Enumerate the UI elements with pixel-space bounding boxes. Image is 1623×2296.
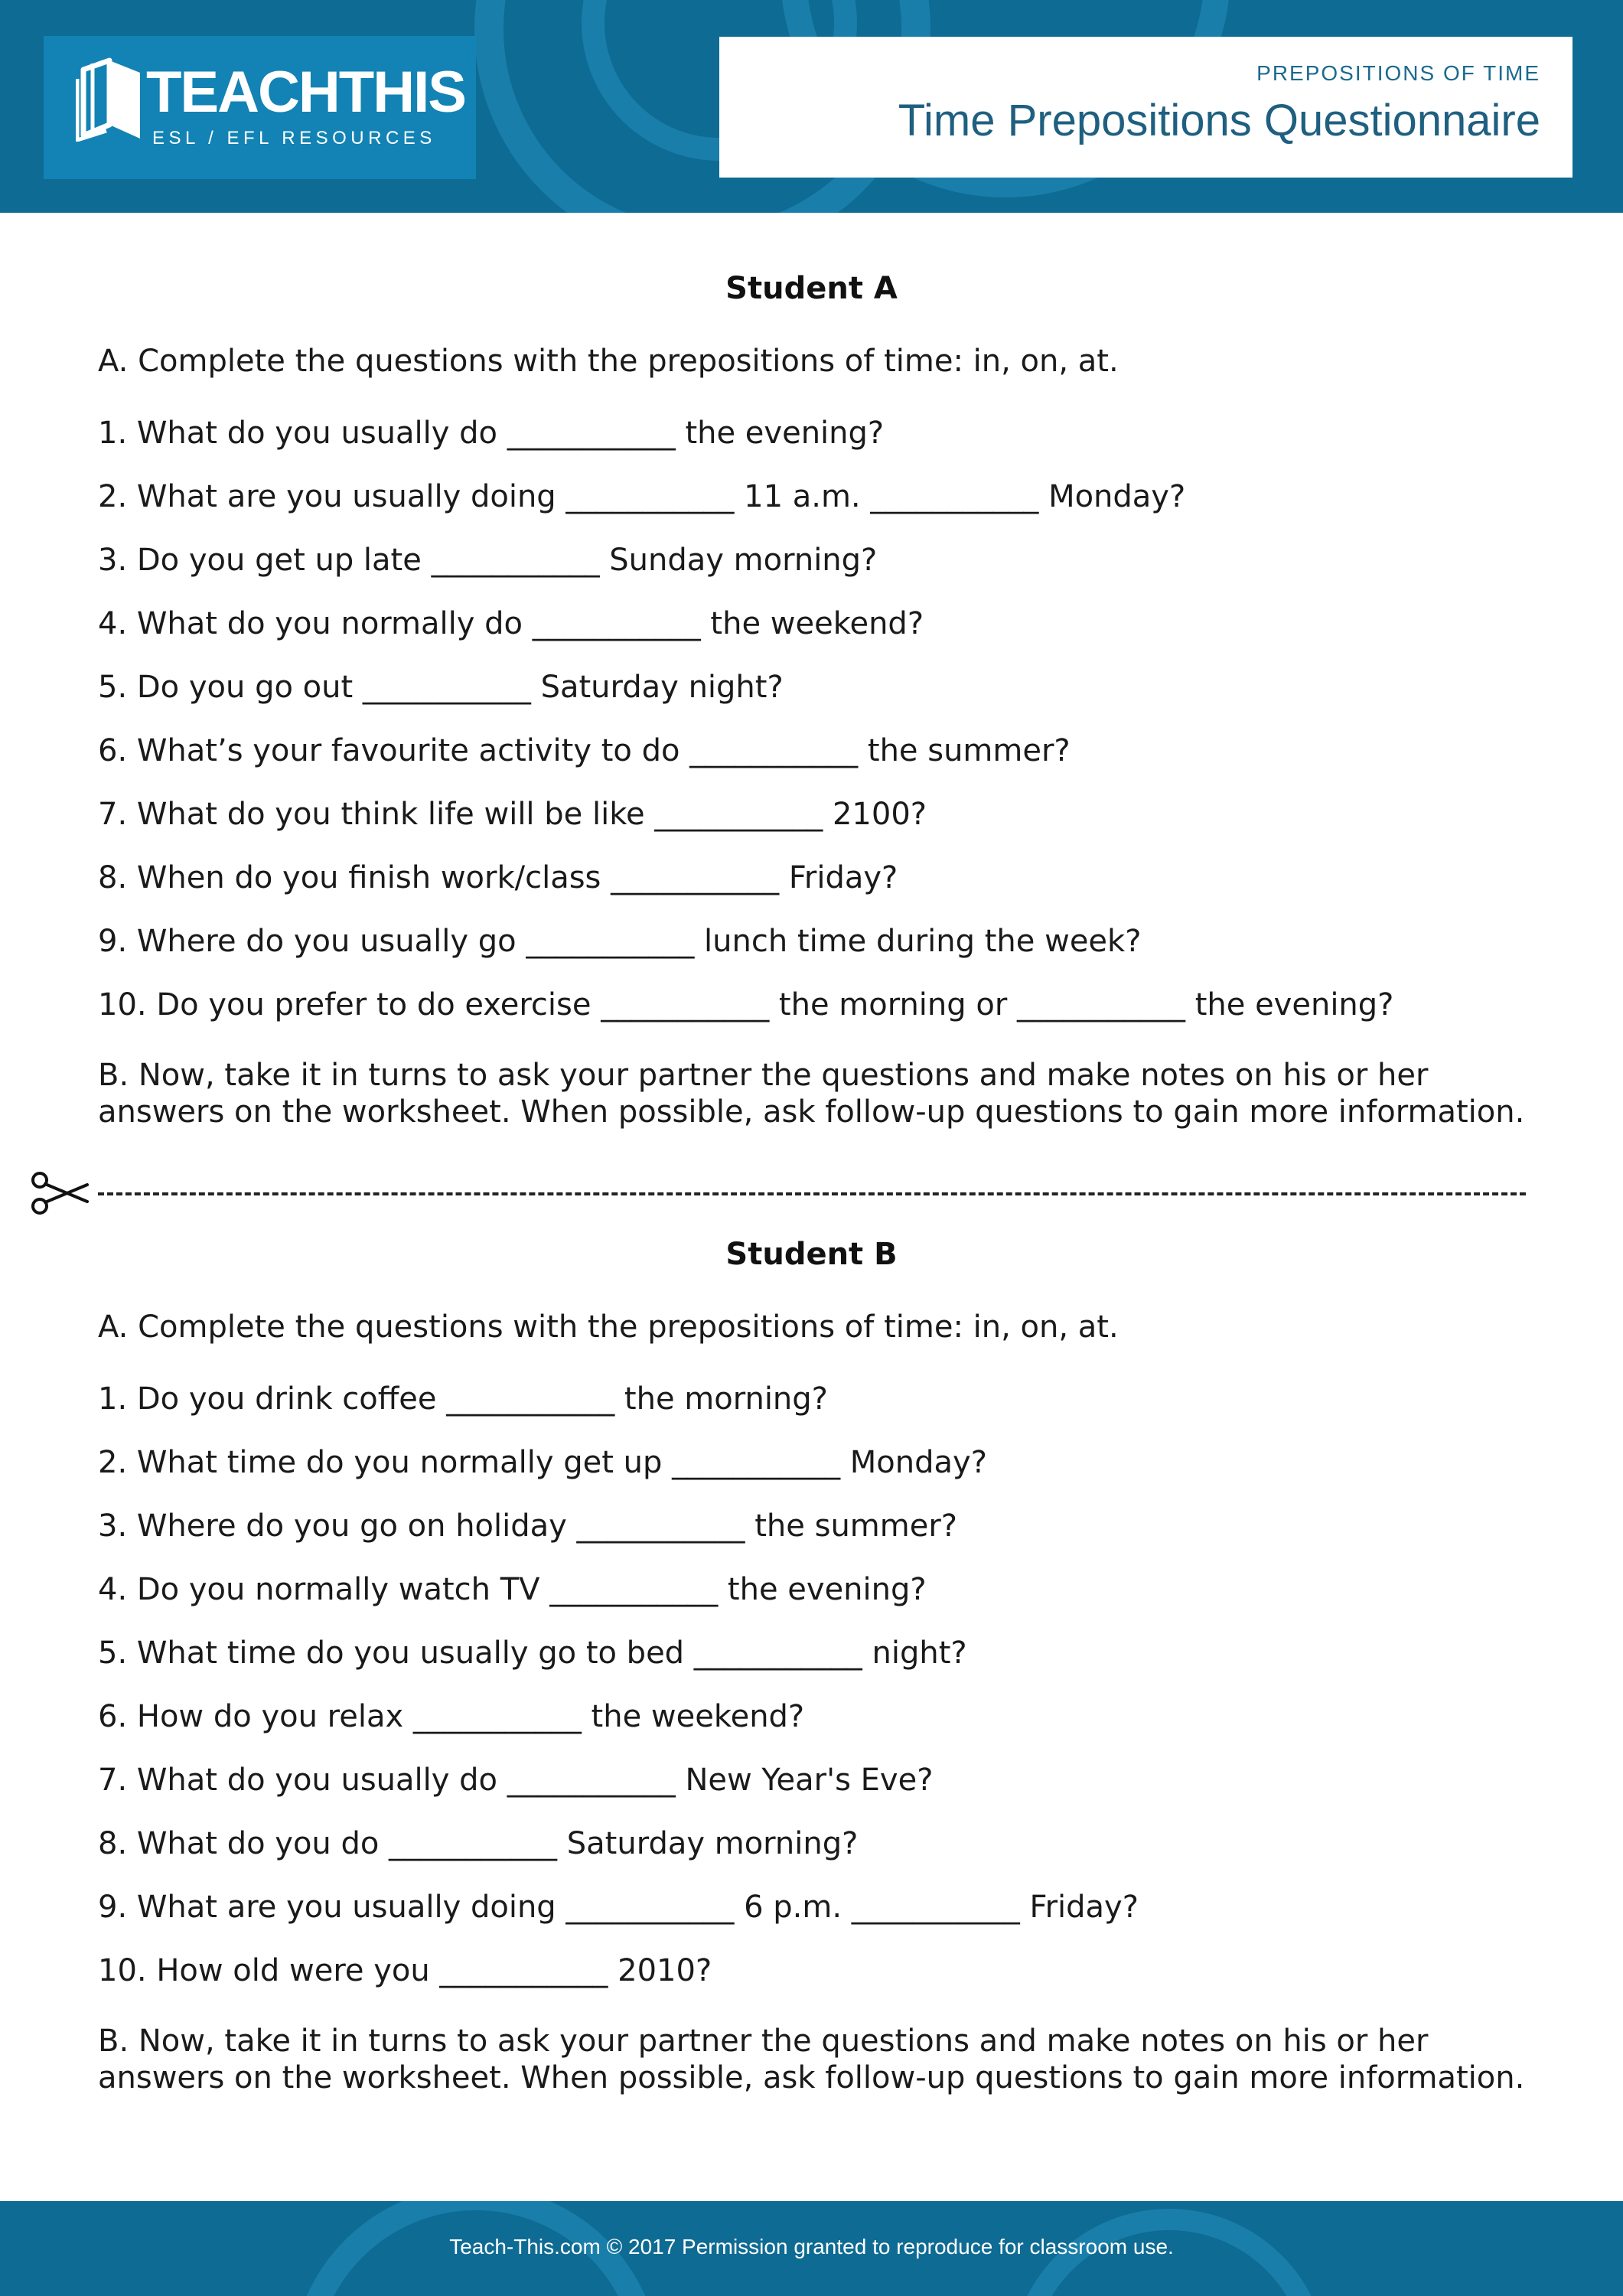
student-a-question: 9. Where do you usually go ___________ lunch time during the week? (98, 924, 1142, 959)
student-a-instruction-a: A. Complete the questions with the prepositions of time: in, on, at. (98, 344, 1119, 379)
student-a-question: 6. What’s your favourite activity to do ___________ the summer? (98, 733, 1071, 768)
student-b-question: 2. What time do you normally get up ___________ Monday? (98, 1445, 987, 1480)
page-header (0, 0, 1623, 213)
student-a-question: 7. What do you think life will be like ___________ 2100? (98, 797, 927, 832)
teachthis-logo[interactable] (44, 36, 476, 179)
student-b-question: 5. What time do you usually go to bed ___________ night? (98, 1636, 967, 1671)
student-a-question: 8. When do you finish work/class ___________ Friday? (98, 860, 898, 895)
student-b-question: 9. What are you usually doing ___________ 6 p.m. ___________ Friday? (98, 1890, 1139, 1925)
student-a-question: 1. What do you usually do ___________ the evening? (98, 416, 885, 451)
student-b-question: 1. Do you drink coffee ___________ the morning? (98, 1381, 828, 1417)
student-b-heading: Student B (725, 1237, 898, 1272)
student-b-question: 10. How old were you ___________ 2010? (98, 1953, 712, 1988)
scissors-icon (31, 1171, 89, 1215)
page-kicker: PREPOSITIONS OF TIME (1256, 61, 1540, 85)
student-b-instruction-b: B. Now, take it in turns to ask your partner the questions and make notes on his or her answers on the worksheet. When possible, ask follow-up questions to gain more information. (98, 2024, 1525, 2095)
logo-tagline: ESL / EFL RESOURCES (152, 128, 436, 148)
cut-line-divider (98, 1192, 1526, 1195)
page-title: Time Prepositions Questionnaire (898, 96, 1540, 145)
student-b-question: 3. Where do you go on holiday ___________ the summer? (98, 1508, 958, 1544)
student-b-question: 4. Do you normally watch TV ___________ the evening? (98, 1572, 927, 1607)
student-b-instruction-a: A. Complete the questions with the prepositions of time: in, on, at. (98, 1309, 1119, 1345)
student-a-question: 3. Do you get up late ___________ Sunday morning? (98, 543, 878, 578)
student-b-question: 8. What do you do ___________ Saturday morning? (98, 1826, 859, 1861)
logo-wordmark: TEACHTHIS (146, 60, 465, 125)
student-b-question: 6. How do you relax ___________ the weekend? (98, 1699, 805, 1734)
student-a-question: 10. Do you prefer to do exercise ___________ the morning or ___________ the evening? (98, 987, 1394, 1022)
student-b-question: 7. What do you usually do ___________ New Year's Eve? (98, 1763, 934, 1798)
student-a-question: 5. Do you go out ___________ Saturday night? (98, 670, 784, 705)
student-a-heading: Student A (725, 271, 898, 306)
student-a-instruction-b: B. Now, take it in turns to ask your partner the questions and make notes on his or her answers on the worksheet. When possible, ask follow-up questions to gain more information. (98, 1058, 1525, 1130)
student-a-question: 4. What do you normally do ___________ the weekend? (98, 606, 924, 641)
page-footer (0, 2201, 1623, 2296)
student-a-question: 2. What are you usually doing ___________ 11 a.m. ___________ Monday? (98, 479, 1186, 514)
title-card (719, 37, 1572, 178)
book-icon (76, 56, 145, 142)
copyright-notice: Teach-This.com © 2017 Permission granted to reproduce for classroom use. (449, 2235, 1174, 2258)
